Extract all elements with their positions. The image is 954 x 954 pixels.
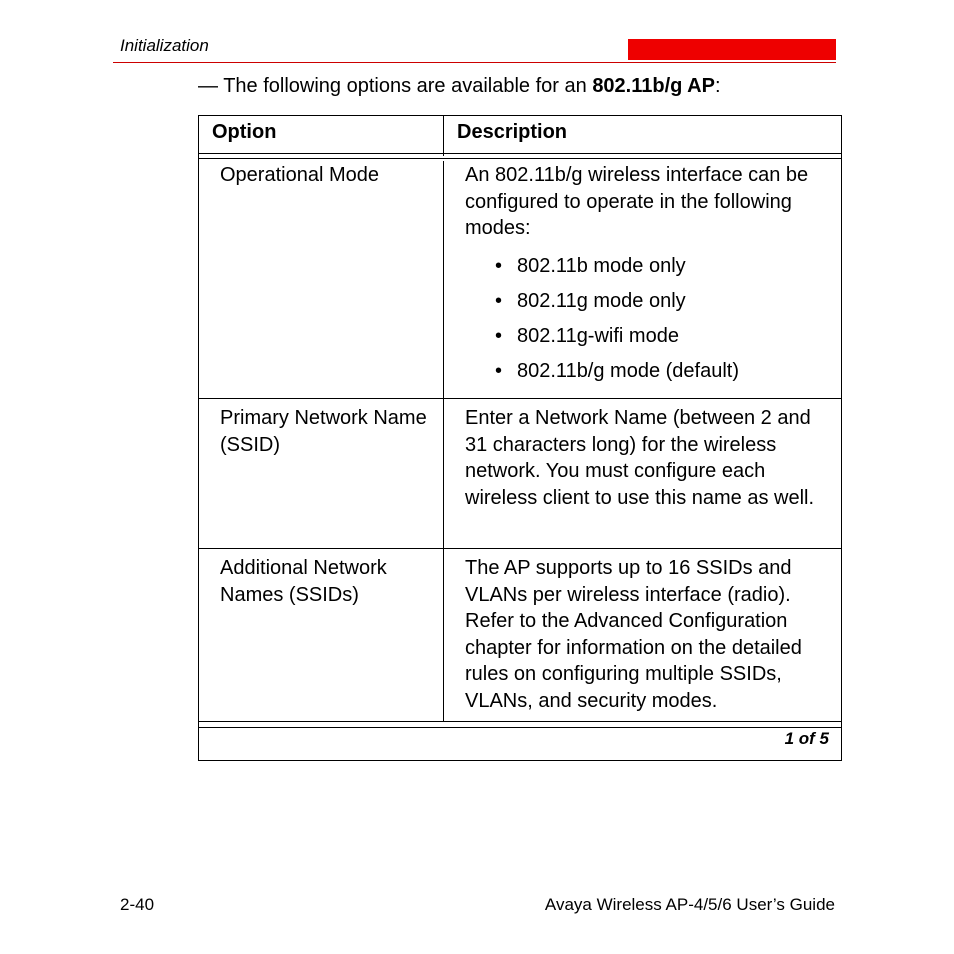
bullet-icon: • <box>495 325 503 347</box>
column-divider-body <box>443 161 444 721</box>
body-rule-bottom <box>199 727 841 728</box>
intro-prefix: — The following options are available for an <box>198 75 593 97</box>
header-rule-top <box>199 153 841 154</box>
intro-bold-term: 802.11b/g AP <box>592 75 715 97</box>
row-3-description: The AP supports up to 16 SSIDs and VLANs per wireless interface (radio). Refer to the Advanced Configuration chapter for information on the detailed rules on configuring multiple SSIDs, VLANs, and security modes. <box>465 557 802 712</box>
row-1-option: Operational Mode <box>220 164 379 186</box>
column-header-option: Option <box>212 121 277 143</box>
header-accent-bar <box>628 39 836 60</box>
intro-sentence <box>198 75 721 98</box>
row-divider-2 <box>199 548 841 549</box>
body-rule-top <box>199 721 841 722</box>
list-item: • 802.11b mode only <box>495 255 686 277</box>
row-3-option: Additional Network Names (SSIDs) <box>220 557 387 606</box>
table-page-indicator: 1 of 5 <box>784 729 829 748</box>
guide-title: Avaya Wireless AP-4/5/6 User’s Guide <box>544 895 835 914</box>
header-rule <box>113 62 836 63</box>
list-item: • 802.11g-wifi mode <box>495 325 679 347</box>
column-header-description: Description <box>457 121 568 143</box>
intro-suffix: : <box>714 75 721 97</box>
row-2-description: Enter a Network Name (between 2 and 31 characters long) for the wireless network. You must configure each wireless client to use this name as well. <box>465 407 815 509</box>
row-2-option: Primary Network Name (SSID) <box>220 407 427 456</box>
header-rule-bottom <box>199 158 841 159</box>
bullet-icon: • <box>495 290 503 312</box>
bullet-icon: • <box>495 360 503 382</box>
page-number: 2-40 <box>120 895 155 914</box>
column-divider-header <box>443 116 444 156</box>
list-item: • 802.11g mode only <box>495 290 686 312</box>
row-1-description: An 802.11b/g wireless interface can be configured to operate in the following modes: <box>465 164 809 239</box>
bullet-icon: • <box>495 255 503 277</box>
row-1-mode-list <box>495 253 739 393</box>
running-header-section: Initialization <box>120 36 209 55</box>
list-item: • 802.11b/g mode (default) <box>495 360 740 382</box>
options-table <box>198 115 842 761</box>
row-divider-1 <box>199 398 841 399</box>
